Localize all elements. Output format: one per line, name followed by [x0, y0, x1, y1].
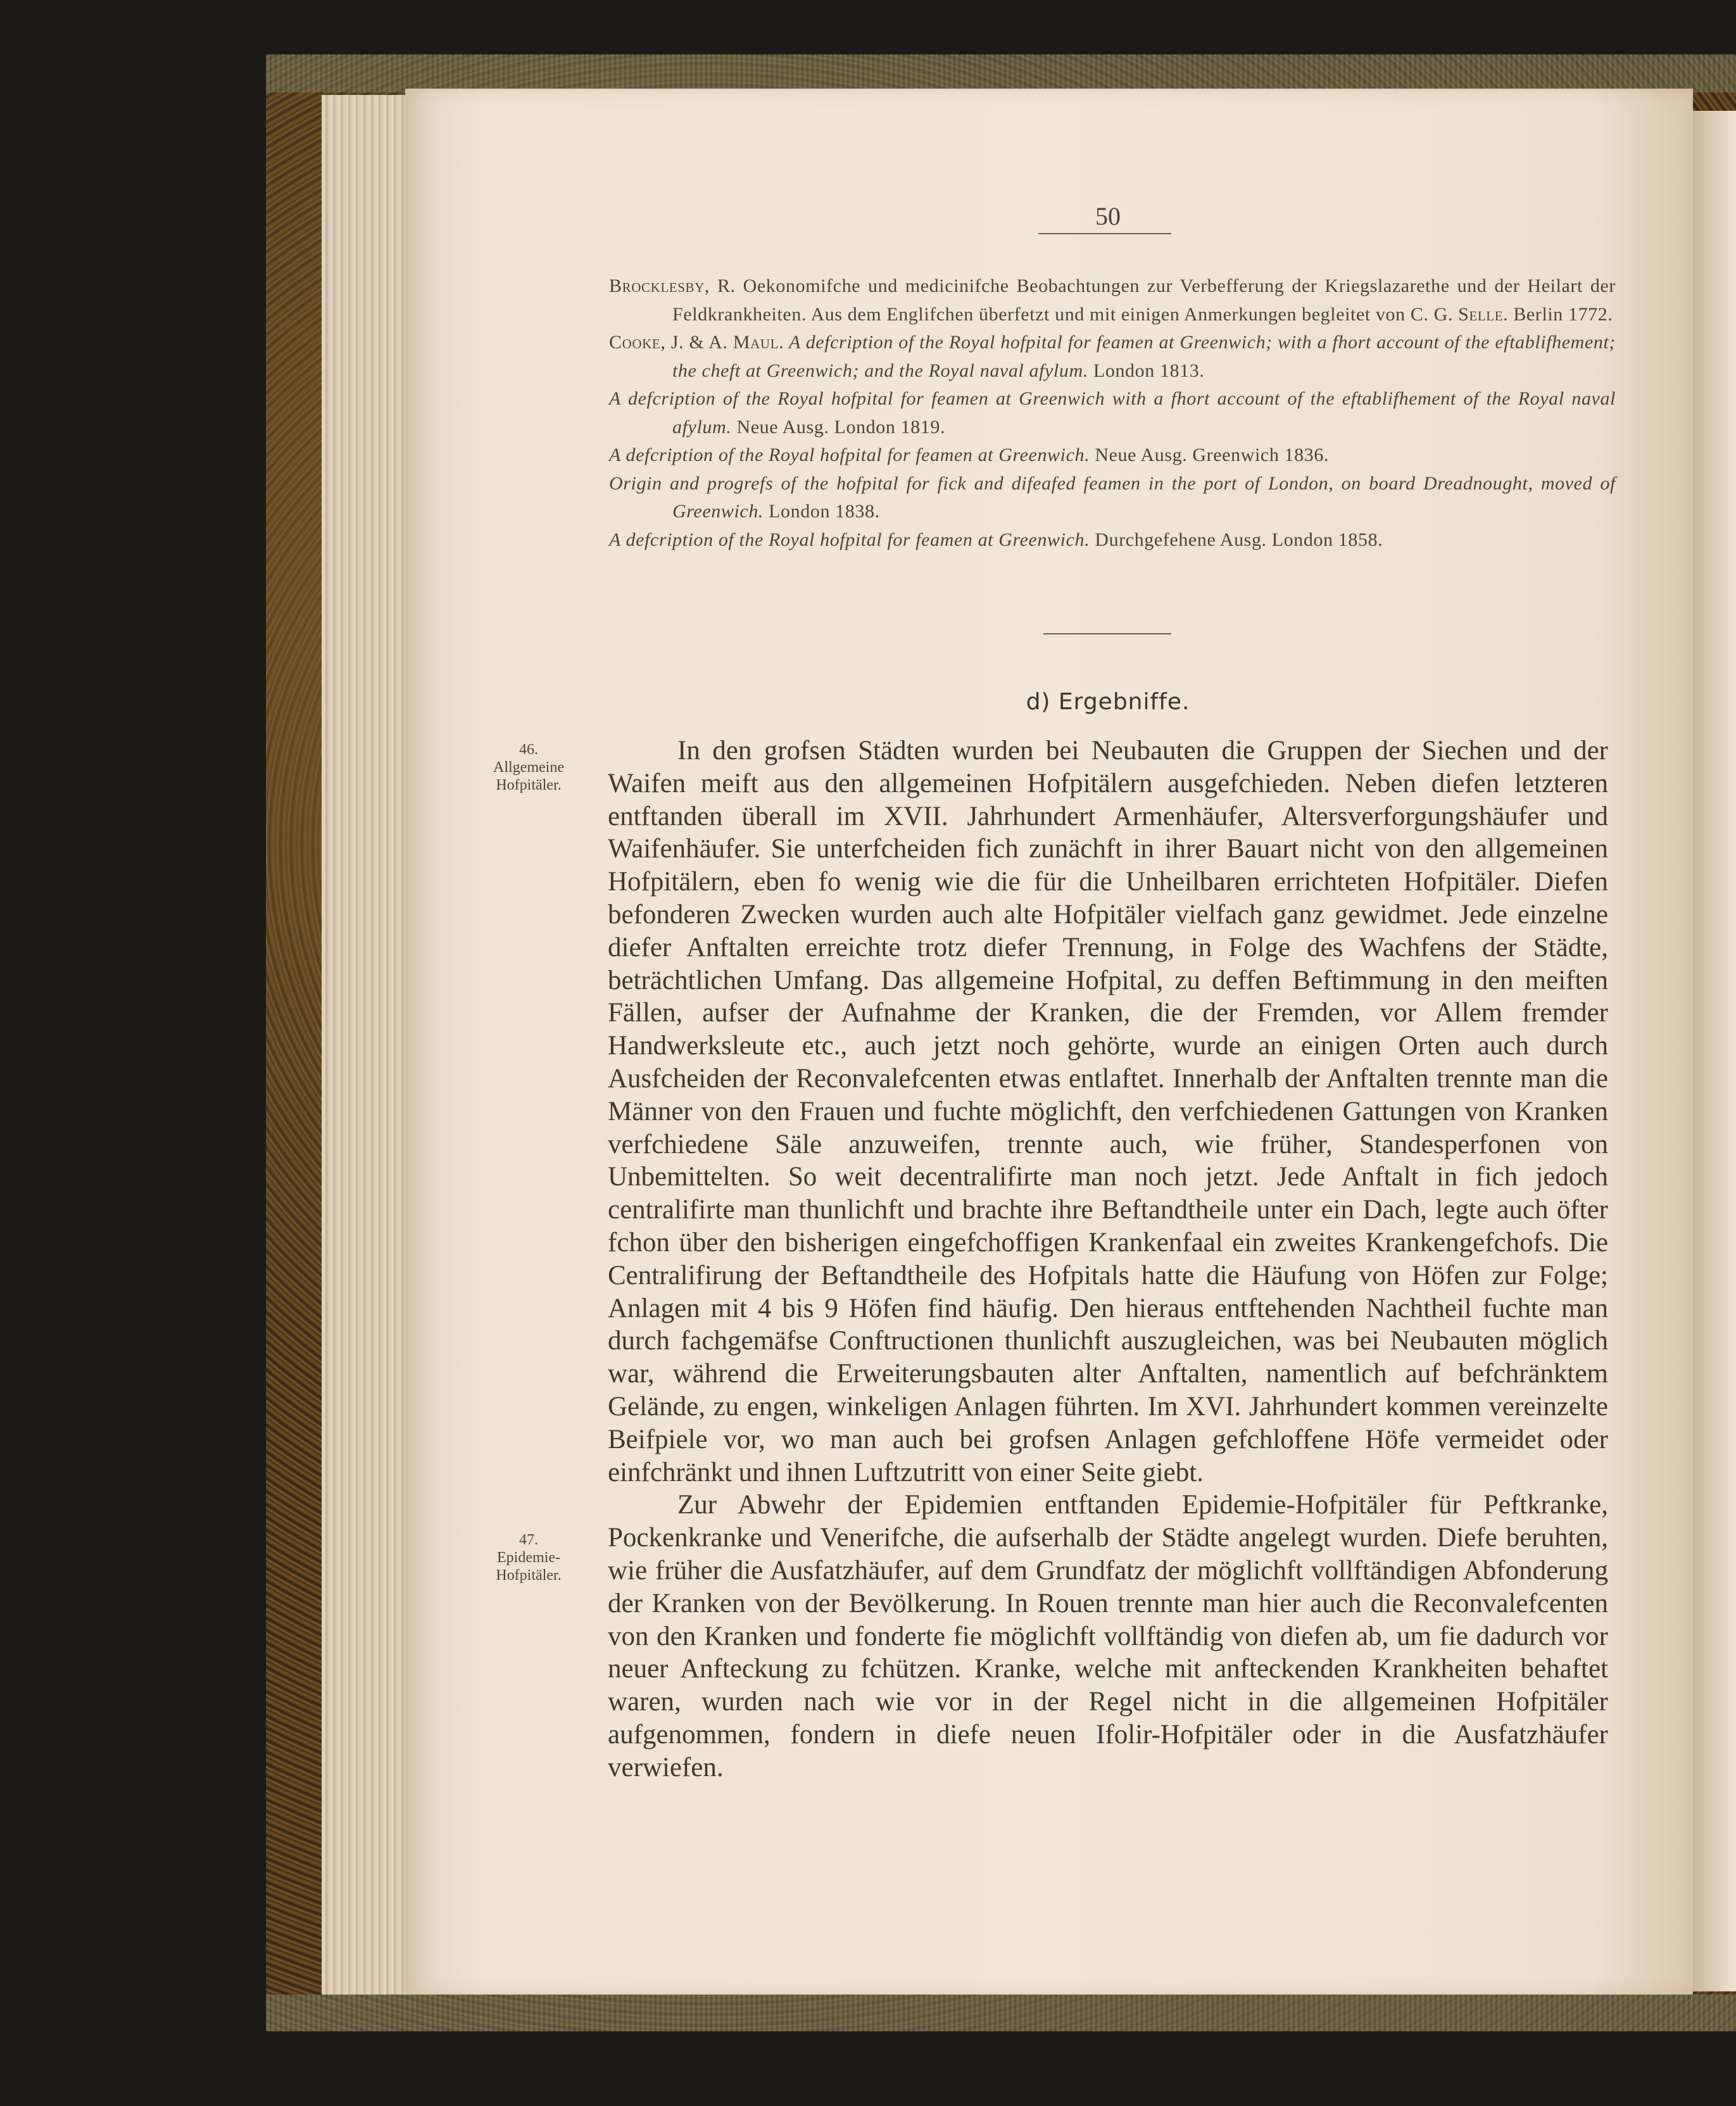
- bib-title: A defcription of the Royal hofpital for feamen at Greenwich; with a fhort account of the eftablifhement; the cheft at Greenwich; and the Royal naval afylum.: [672, 332, 1616, 381]
- bib-title: Origin and progrefs of the hofpital for fick and difeafed feamen in the port of London, on board Dreadnought, moved of Greenwich.: [609, 472, 1616, 522]
- section-divider: [1043, 633, 1171, 634]
- paragraph: Zur Abwehr der Epidemien entftanden Epidemie-Hofpitäler für Peftkranke, Pockenkranke und Venerifche, die aufserhalb der Städte angelegt wurden. Diefe beruhten, wie früher die Ausfatzhäufer, auf dem Grundfatz der möglichft vollftändigen Abfonderung der Kranken von der Bevölkerung. In Rouen trennte man hier auch die Reconvalefcenten von den Kranken und fonderte fie möglichft vollftändig von diefen ab, um fie dadurch vor neuer Anfteckung zu fchützen. Kranke, welche mit anfteckenden Krankheiten behaftet waren, wurden nach wie vor in der Regel nicht in die allgemeinen Hofpitäler aufgenommen, fondern in diefe neuen Ifolir-Hofpitäler oder in die Ausfatzhäufer verwiefen.: [608, 1490, 1608, 1782]
- body-text: [608, 735, 1608, 1784]
- bibliography-entry: [609, 329, 1616, 385]
- bib-imprint: Neue Ausg. Greenwich 1836.: [1090, 445, 1330, 465]
- bib-imprint: Neue Ausg. London 1819.: [731, 416, 946, 438]
- cover-edge-top: [266, 54, 1736, 92]
- bib-title: A defcription of the Royal hofpital for feamen at Greenwich.: [609, 529, 1090, 550]
- bib-author-initials: , R.: [704, 275, 736, 296]
- margin-note-line: Hofpitäler.: [496, 1567, 562, 1584]
- bib-imprint: Durchgefehene Ausg. London 1858.: [1090, 529, 1383, 550]
- bibliography-entry: [609, 526, 1616, 555]
- bibliography-entry: [609, 441, 1616, 470]
- margin-note-line: Allgemeine: [493, 759, 564, 776]
- margin-note-46: [481, 741, 576, 794]
- bib-text: Oekonomifche und medicinifche Beobachtungen zur Verbefferung der Kriegslazarethe und der Heilart der Feldkrankheiten. Aus dem Englifchen überfetzt und mit einigen Anmerkungen begleitet von C. G.: [672, 275, 1616, 325]
- facing-page-edge: [1693, 111, 1736, 1991]
- paragraph: In den grofsen Städten wurden bei Neubauten die Gruppen der Siechen und der Waifen meift aus den allgemeinen Hofpitälern ausgefchieden. Neben diefen letzteren entftanden überall im XVII. Jahrhundert Armenhäufer, Altersverforgungshäufer und Waifenhäufer. Sie unterfcheiden fich zunächft in ihrer Bauart nicht von den allgemeinen Hofpitälern, eben fo wenig wie die für die Unheilbaren errichteten Hofpitäler. Diefen befonderen Zwecken wurden auch alte Hofpitäler vielfach ganz gewidmet. Jede einzelne diefer Anftalten erreichte trotz diefer Trennung, in Folge des Wachfens der Städte, beträchtlichen Umfang. Das allgemeine Hofpital, zu deffen Beftimmung in den meiften Fällen, aufser der Aufnahme der Kranken, die der Fremden, vor Allem fremder Handwerksleute etc., auch jetzt noch gehörte, wurde an einigen Orten auch durch Ausfcheiden der Reconvalefcenten etwas entlaftet. Innerhalb der Anftalten trennte man die Männer von den Frauen und fuchte möglichft, den verfchiedenen Gattungen von Kranken verfchiedene Säle anzuweifen, trennte auch, wie früher, Standesperfonen von Unbemittelten. So weit decentralifirte man noch jetzt. Jede Anftalt in fich jedoch centralifirte man thunlichft und brachte ihre Beftandtheile unter ein Dach, legte auch öfter fchon über den bisherigen eingefchoffigen Krankenfaal ein zweites Krankengefchofs. Die Centralifirung der Beftandtheile des Hofpitals hatte die Häufung von Höfen zur Folge; Anlagen mit 4 bis 9 Höfen find häufig. Den hieraus entftehenden Nachtheil fuchte man durch fachgemäfse Conftructionen thunlichft auszugleichen, was bei Neubauten möglich war, während die Erweiterungsbauten alter Anftalten, namentlich auf befchränktem Gelände, zu engen, winkeligen Anlagen führten. Im XVI. Jahrhundert kommen vereinzelte Beifpiele vor, wo man auch bei grofsen Anlagen gefchloffene Höfe vermeidet oder einfchränkt und ihnen Luftzutritt von einer Seite giebt.: [608, 736, 1608, 1487]
- bib-author-initials: , J. & A.: [660, 332, 733, 353]
- bib-author: Brocklesby: [609, 275, 705, 296]
- bib-imprint: London 1813.: [1088, 360, 1205, 381]
- bib-author: Cooke: [609, 332, 661, 353]
- bibliography-entry: [609, 470, 1616, 526]
- bib-author-end: .: [779, 332, 784, 353]
- margin-note-line: Epidemie-: [497, 1549, 560, 1566]
- margin-note-line: Hofpitäler.: [496, 777, 562, 793]
- bibliography: [609, 272, 1616, 554]
- bibliography-entry: [609, 385, 1616, 441]
- cover-edge-bottom: [266, 1995, 1736, 2031]
- margin-note-number: 46.: [519, 741, 538, 758]
- bib-title: A defcription of the Royal hofpital for feamen at Greenwich with a fhort account of the eftablifhement of the Royal naval afylum.: [609, 388, 1616, 438]
- bib-author: Selle: [1458, 303, 1504, 325]
- section-heading: d) Ergebniffe.: [1026, 689, 1190, 715]
- bib-title: A defcription of the Royal hofpital for feamen at Greenwich.: [609, 445, 1090, 465]
- bib-imprint: London 1838.: [764, 501, 880, 522]
- bibliography-entry: [609, 272, 1616, 329]
- bib-author: Maul: [733, 332, 779, 353]
- margin-note-47: [481, 1531, 576, 1584]
- margin-note-number: 47.: [519, 1532, 538, 1548]
- bib-imprint: . Berlin 1772.: [1503, 303, 1613, 325]
- page-number-rule: [1038, 233, 1171, 234]
- page-number: 50: [1095, 202, 1121, 230]
